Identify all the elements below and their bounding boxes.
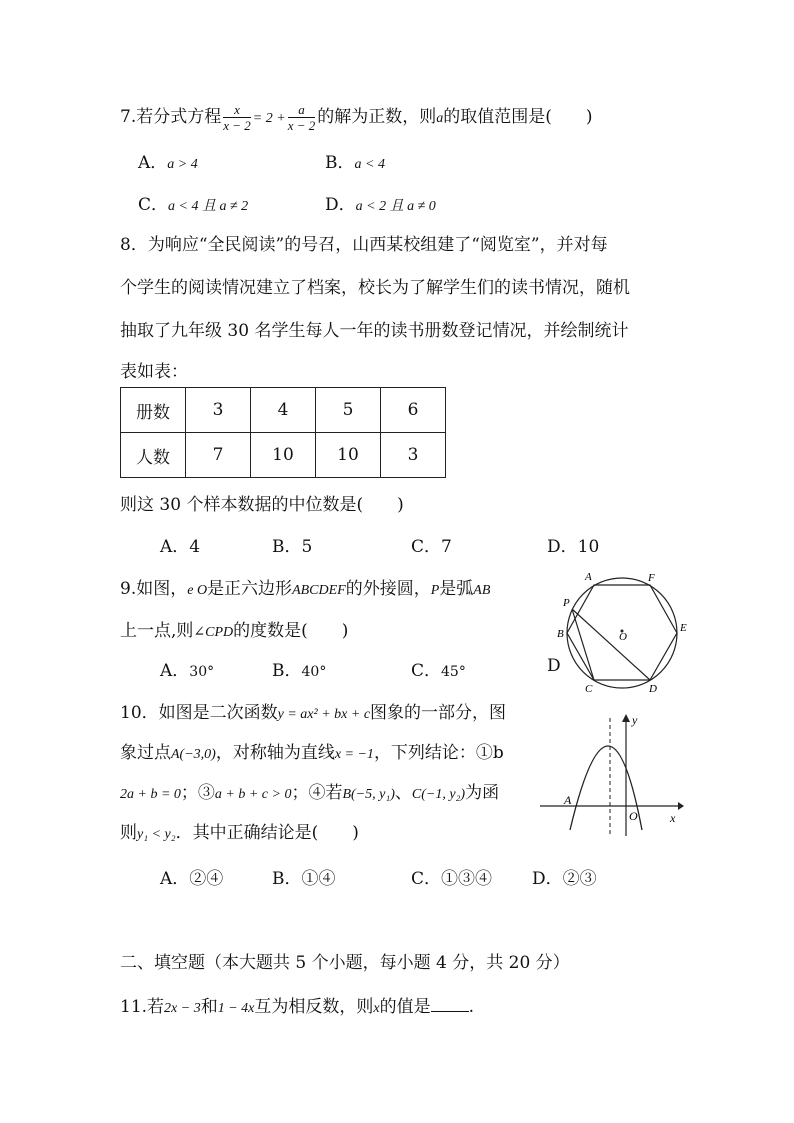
point-p: P xyxy=(430,583,440,598)
q8-option-c[interactable]: C．7 xyxy=(411,537,452,557)
expr: C(−1, y₂) xyxy=(411,787,466,802)
text: 10．如图是二次函数 xyxy=(120,703,278,723)
q8-line-2: 个学生的阅读情况建立了档案，校长为了解学生们的读书情况，随机 xyxy=(120,278,630,298)
text: ．其中正确结论是( ) xyxy=(175,823,359,843)
q7-fraction-2 xyxy=(288,103,316,133)
text: 互为相反数，则 xyxy=(254,997,374,1017)
table-cell: 5 xyxy=(316,388,381,433)
segment-pd xyxy=(572,609,650,680)
q11-line xyxy=(120,992,474,1017)
table-row xyxy=(121,433,446,478)
q8-line-3: 抽取了九年级 30 名学生每人一年的读书册数登记情况，并绘制统计 xyxy=(120,321,629,341)
text: ；④若 xyxy=(291,783,343,803)
y-axis-arrow xyxy=(622,714,630,722)
q10-option-b[interactable]: B．①④ xyxy=(272,869,336,889)
label-b: B xyxy=(557,628,564,640)
q10-line-2 xyxy=(120,738,504,763)
text: . xyxy=(468,997,475,1017)
option-text: 45° xyxy=(441,664,466,680)
option-text: 40° xyxy=(301,664,327,680)
q10-parabola-figure xyxy=(538,712,688,842)
q7-fraction-1 xyxy=(223,103,251,133)
table-cell: 人数 xyxy=(121,433,186,478)
q9-line-1 xyxy=(120,574,490,599)
answer-blank[interactable] xyxy=(431,997,469,1012)
q7-frac1-den: x − 2 xyxy=(223,117,251,133)
q8-question: 则这 30 个样本数据的中位数是( ) xyxy=(120,495,404,515)
option-label: A． xyxy=(138,153,168,173)
option-text: a < 4 xyxy=(354,157,385,172)
label-a: A xyxy=(585,571,592,583)
q10-line-4 xyxy=(120,818,359,843)
text: 上一点,则 xyxy=(120,621,194,641)
q8-option-a[interactable]: A．4 xyxy=(160,537,201,557)
point-a: A(−3,0) xyxy=(171,747,216,762)
label-o: O xyxy=(619,631,627,643)
expr: y₁ < y₂ xyxy=(137,827,176,842)
q7-option-b[interactable] xyxy=(325,148,385,173)
table-cell: 10 xyxy=(251,433,316,478)
expr: 1 − 4x xyxy=(217,1001,255,1016)
table-row xyxy=(121,388,446,433)
q9-option-b[interactable] xyxy=(272,656,326,681)
q7-prefix: 7.若分式方程 xyxy=(120,107,222,127)
q8-line-1: 8．为响应“全民阅读”的号召，山西某校组建了“阅览室”，并对每 xyxy=(120,235,608,255)
angle-symbol: ∠CPD xyxy=(193,625,234,640)
q8-stats-table xyxy=(120,387,446,478)
option-label: C． xyxy=(138,195,169,215)
table-cell: 7 xyxy=(186,433,251,478)
q7-var: a xyxy=(436,111,444,126)
option-text: a > 4 xyxy=(167,157,198,172)
text: 9.如图， xyxy=(120,579,188,599)
text: ，下列结论：①b xyxy=(373,743,504,763)
q7-option-d[interactable] xyxy=(325,190,436,215)
expr: 2a + b = 0 xyxy=(120,787,181,802)
label-c: C xyxy=(585,683,593,695)
q7-suffix1: 的解为正数，则 xyxy=(317,107,437,127)
label-e: E xyxy=(680,622,687,634)
q7-option-a[interactable] xyxy=(138,148,198,173)
q9-option-a[interactable] xyxy=(160,656,214,681)
table-cell: 3 xyxy=(381,433,446,478)
var: x xyxy=(373,1001,380,1016)
q8-option-b[interactable]: B．5 xyxy=(272,537,313,557)
q10-option-a[interactable]: A．②④ xyxy=(160,869,224,889)
text: 则 xyxy=(120,823,137,843)
x-axis-arrow xyxy=(678,802,684,810)
hexagon-name: ABCDEF xyxy=(292,583,346,598)
label-o: O xyxy=(629,809,638,823)
q9-hexagon-figure xyxy=(555,570,695,700)
table-cell: 4 xyxy=(251,388,316,433)
expr: B(−5, y₁) xyxy=(342,787,395,802)
q7-frac2-den: x − 2 xyxy=(287,117,316,133)
text: ，对称轴为直线 xyxy=(215,743,335,763)
label-f: F xyxy=(648,572,655,584)
q9-line-2 xyxy=(120,616,348,641)
option-label: B． xyxy=(325,153,355,173)
label-x: x xyxy=(670,811,676,825)
text: 的度数是( ) xyxy=(233,621,349,641)
text: 和 xyxy=(200,997,218,1017)
table-cell: 册数 xyxy=(121,388,186,433)
option-label: D xyxy=(547,656,561,676)
q9-option-c[interactable] xyxy=(411,656,466,681)
q10-option-c[interactable]: C．①③④ xyxy=(411,869,493,889)
table-cell: 6 xyxy=(381,388,446,433)
q10-option-d[interactable]: D．②③ xyxy=(532,869,597,889)
arc-name: AB xyxy=(473,583,491,598)
label-a: A xyxy=(564,793,572,807)
text: 11.若 xyxy=(120,997,165,1017)
text: 为函 xyxy=(465,783,500,803)
q10-line-3 xyxy=(120,778,499,803)
circle-symbol: e O xyxy=(187,583,208,598)
function-expr: y = ax² + bx + c xyxy=(277,707,371,722)
axis-expr: x = −1 xyxy=(334,747,374,762)
q7-suffix2: 的取值范围是( ) xyxy=(443,107,593,127)
q7-stem xyxy=(120,100,593,134)
q10-line-1 xyxy=(120,698,506,723)
q8-line-4: 表如表： xyxy=(120,362,188,382)
text: 、 xyxy=(394,783,412,803)
q7-option-c[interactable] xyxy=(138,190,248,215)
text: 是正六边形 xyxy=(207,579,293,599)
option-label: A． xyxy=(160,661,190,681)
expr: a + b + c > 0 xyxy=(214,787,292,802)
text: 的外接圆， xyxy=(345,579,431,599)
q7-middle: = 2 + xyxy=(252,111,286,126)
text: ；③ xyxy=(180,783,215,803)
q8-option-d[interactable]: D．10 xyxy=(547,537,600,557)
option-label: C． xyxy=(411,661,442,681)
text: 象过点 xyxy=(120,743,171,763)
label-p: P xyxy=(563,597,570,609)
q7-frac1-num: x xyxy=(223,103,251,118)
option-text: a < 2 且 a ≠ 0 xyxy=(355,199,436,214)
expr: 2x − 3 xyxy=(164,1001,201,1016)
label-y: y xyxy=(632,713,638,727)
text: 的值是 xyxy=(379,997,431,1017)
table-cell: 10 xyxy=(316,433,381,478)
option-text: 30° xyxy=(189,664,215,680)
text: 是弧 xyxy=(439,579,474,599)
label-d: D xyxy=(649,683,657,695)
table-cell: 3 xyxy=(186,388,251,433)
text: 图象的一部分，图 xyxy=(370,703,507,723)
option-text: a < 4 且 a ≠ 2 xyxy=(168,199,249,214)
section-heading: 二、填空题（本大题共 5 个小题，每小题 4 分，共 20 分） xyxy=(120,953,570,973)
option-label: D． xyxy=(325,195,356,215)
option-label: B． xyxy=(272,661,302,681)
q7-frac2-num: a xyxy=(288,103,316,118)
